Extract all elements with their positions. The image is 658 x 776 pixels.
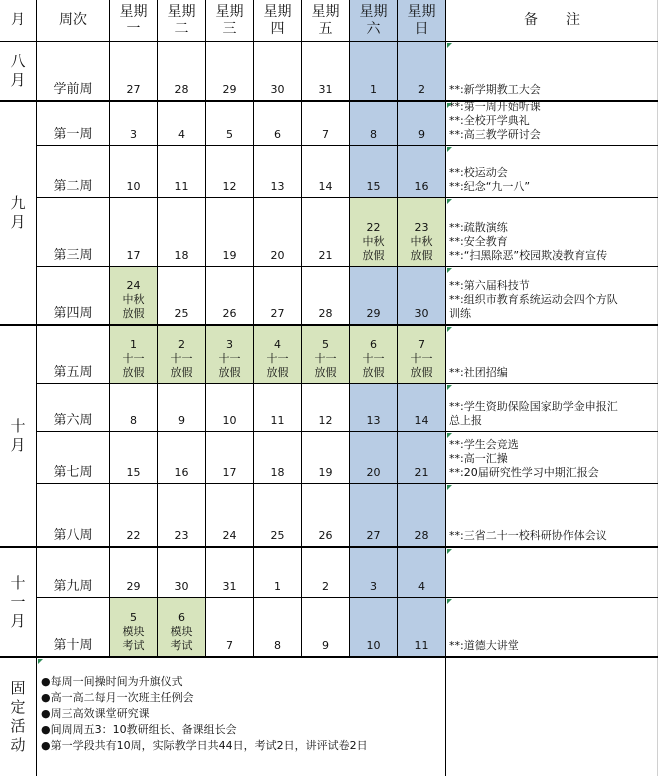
day-cell [302, 267, 350, 326]
holiday-day-cell [158, 326, 206, 384]
day-cell [254, 384, 302, 432]
week-name-cell [37, 548, 110, 598]
week-name-cell [37, 102, 110, 146]
day-annotation: 考试 [170, 639, 193, 652]
week-name-cell [37, 484, 110, 548]
day-number: 30 [414, 307, 429, 320]
header-weekday-top: 星期 [167, 3, 196, 20]
day-number: 14 [414, 414, 429, 427]
header-weekday-2 [206, 0, 254, 42]
day-annotation: 中秋 [122, 293, 145, 306]
day-number: 30 [174, 580, 189, 593]
day-number: 14 [318, 180, 333, 193]
header-weekday-bottom: 五 [318, 20, 333, 37]
day-number: 22 [126, 529, 141, 542]
week-name-cell [37, 267, 110, 326]
day-cell [302, 432, 350, 484]
header-weekday-top: 星期 [311, 3, 340, 20]
day-annotation: 十一 [410, 352, 433, 365]
fixed-label-char: 固 [10, 679, 26, 697]
day-number: 1 [274, 580, 281, 593]
day-number: 29 [366, 307, 381, 320]
day-annotation: 放假 [122, 366, 145, 379]
header-weekday-6 [398, 0, 446, 42]
week-name-cell [37, 384, 110, 432]
day-cell [254, 42, 302, 102]
day-cell [350, 548, 398, 598]
day-number: 1 [370, 83, 377, 96]
day-cell [110, 146, 158, 198]
remark-line: **:组织市教育系统运动会四个方队 [449, 293, 618, 306]
day-number: 4 [178, 128, 185, 141]
day-number: 8 [370, 128, 377, 141]
day-annotation: 十一 [170, 352, 193, 365]
day-cell [350, 267, 398, 326]
day-cell [350, 598, 398, 658]
day-number: 8 [130, 414, 137, 427]
day-cell [350, 484, 398, 548]
remark-line: 总上报 [449, 414, 482, 427]
day-cell [206, 102, 254, 146]
day-cell [206, 42, 254, 102]
day-number: 31 [222, 580, 237, 593]
day-cell [302, 384, 350, 432]
day-cell [254, 548, 302, 598]
month-cell-2 [0, 326, 37, 548]
day-cell [254, 267, 302, 326]
holiday-day-cell [398, 326, 446, 384]
day-number: 23 [414, 221, 429, 234]
week-name-cell [37, 432, 110, 484]
day-number: 5 [130, 611, 137, 624]
day-cell [254, 598, 302, 658]
day-cell [350, 384, 398, 432]
day-cell [350, 42, 398, 102]
remark-line: 训练 [449, 307, 471, 320]
day-number: 9 [418, 128, 425, 141]
cell-comment-marker [447, 268, 452, 273]
day-annotation: 中秋 [362, 235, 385, 248]
header-weekday-top: 星期 [263, 3, 292, 20]
remark-line: **:高一汇操 [449, 452, 508, 465]
day-cell [158, 484, 206, 548]
day-number: 7 [322, 128, 329, 141]
header-week-label: 周次 [59, 12, 87, 28]
fixed-label-char: 定 [10, 698, 26, 716]
day-number: 3 [130, 128, 137, 141]
day-cell [302, 42, 350, 102]
cell-comment-marker [447, 103, 452, 108]
day-cell [302, 598, 350, 658]
month-char: 九 [10, 194, 26, 212]
header-week [37, 0, 110, 42]
remark-line: **:20届研究性学习中期汇报会 [449, 466, 599, 479]
remark-line: **:高三教学研讨会 [449, 128, 541, 141]
remark-line: **:第一周开始听课 [449, 100, 541, 113]
day-cell [158, 42, 206, 102]
day-number: 17 [222, 466, 237, 479]
fixed-activity-item: ●高一高二每月一次班主任例会 [41, 691, 194, 704]
day-number: 7 [226, 639, 233, 652]
remark-line: **:安全教育 [449, 235, 508, 248]
day-number: 2 [418, 83, 425, 96]
day-number: 27 [126, 83, 141, 96]
day-cell [110, 384, 158, 432]
week-name: 第八周 [53, 528, 93, 543]
day-annotation: 放假 [362, 249, 385, 262]
day-cell [254, 432, 302, 484]
day-number: 5 [226, 128, 233, 141]
holiday-day-cell [398, 198, 446, 267]
remark-cell [446, 146, 658, 198]
day-cell [302, 484, 350, 548]
day-cell [158, 198, 206, 267]
day-number: 15 [126, 466, 141, 479]
month-char: 一 [10, 592, 26, 611]
day-number: 1 [130, 338, 137, 351]
holiday-day-cell [158, 598, 206, 658]
day-number: 23 [174, 529, 189, 542]
day-annotation: 考试 [122, 639, 145, 652]
day-number: 16 [414, 180, 429, 193]
header-weekday-1 [158, 0, 206, 42]
remark-line: **:新学期教工大会 [449, 83, 541, 96]
day-cell [398, 598, 446, 658]
day-number: 11 [270, 414, 285, 427]
day-number: 24 [222, 529, 237, 542]
day-number: 30 [270, 83, 285, 96]
day-number: 6 [274, 128, 281, 141]
remark-line: **:三省二十一校科研协作体会议 [449, 529, 607, 542]
day-cell [350, 432, 398, 484]
day-number: 25 [174, 307, 189, 320]
fixed-activity-item: ●第一学段共有10周，实际教学日共44日，考试2日，讲评试卷2日 [41, 739, 368, 752]
day-cell [398, 432, 446, 484]
day-cell [350, 146, 398, 198]
day-annotation: 模块 [122, 625, 145, 638]
day-number: 21 [414, 466, 429, 479]
day-number: 9 [178, 414, 185, 427]
month-char: 月 [10, 436, 26, 454]
day-cell [158, 384, 206, 432]
month-char: 月 [10, 71, 26, 89]
day-cell [158, 102, 206, 146]
remark-line: **:第六届科技节 [449, 279, 530, 292]
day-number: 22 [366, 221, 381, 234]
day-number: 3 [370, 580, 377, 593]
day-annotation: 模块 [170, 625, 193, 638]
day-annotation: 放假 [170, 366, 193, 379]
day-number: 27 [366, 529, 381, 542]
remark-cell [446, 598, 658, 658]
day-number: 19 [222, 249, 237, 262]
day-cell [302, 198, 350, 267]
holiday-day-cell [110, 326, 158, 384]
header-weekday-5 [350, 0, 398, 42]
holiday-day-cell [206, 326, 254, 384]
day-cell [398, 267, 446, 326]
remark-line: **:道德大讲堂 [449, 639, 519, 652]
day-cell [254, 484, 302, 548]
day-annotation: 十一 [266, 352, 289, 365]
holiday-day-cell [350, 326, 398, 384]
week-name: 第九周 [53, 579, 93, 594]
day-number: 4 [418, 580, 425, 593]
cell-comment-marker [447, 385, 452, 390]
header-weekday-bottom: 二 [174, 20, 189, 37]
day-number: 13 [270, 180, 285, 193]
day-number: 31 [318, 83, 333, 96]
day-number: 8 [274, 639, 281, 652]
day-number: 28 [318, 307, 333, 320]
cell-comment-marker [447, 327, 452, 332]
remark-cell [446, 198, 658, 267]
day-number: 11 [174, 180, 189, 193]
fixed-activity-item: ●周三高效课堂研究课 [41, 707, 150, 720]
day-annotation: 放假 [122, 307, 145, 320]
week-name: 第四周 [53, 306, 93, 321]
month-char: 十 [10, 417, 26, 435]
day-number: 6 [370, 338, 377, 351]
day-cell [206, 548, 254, 598]
remark-line: **:“扫黑除恶”校园欺凌教育宣传 [449, 249, 608, 262]
day-cell [398, 384, 446, 432]
day-number: 9 [322, 639, 329, 652]
day-number: 2 [322, 580, 329, 593]
header-weekday-top: 星期 [407, 3, 436, 20]
day-annotation: 中秋 [410, 235, 433, 248]
remark-line: **:学生会竞选 [449, 438, 519, 451]
day-cell [254, 146, 302, 198]
cell-comment-marker [38, 659, 43, 664]
remark-cell [446, 102, 658, 146]
header-weekday-bottom: 一 [126, 20, 141, 37]
week-name-cell [37, 198, 110, 267]
day-cell [350, 102, 398, 146]
remark-cell [446, 267, 658, 326]
month-char: 十 [10, 573, 26, 592]
cell-comment-marker [447, 199, 452, 204]
day-annotation: 放假 [266, 366, 289, 379]
header-remarks [446, 0, 658, 42]
day-number: 29 [126, 580, 141, 593]
remark-cell [446, 326, 658, 384]
month-char: 月 [10, 611, 26, 630]
day-number: 19 [318, 466, 333, 479]
day-cell [110, 42, 158, 102]
day-number: 15 [366, 180, 381, 193]
day-number: 12 [222, 180, 237, 193]
header-weekday-top: 星期 [359, 3, 388, 20]
week-name: 第三周 [53, 248, 93, 263]
cell-comment-marker [447, 485, 452, 490]
week-name: 第六周 [53, 413, 93, 428]
header-month-label: 月 [11, 12, 25, 28]
day-cell [110, 198, 158, 267]
day-cell [206, 384, 254, 432]
day-number: 16 [174, 466, 189, 479]
week-name-cell [37, 42, 110, 102]
fixed-activity-item: ●每周一间操时间为升旗仪式 [41, 675, 183, 688]
day-number: 10 [126, 180, 141, 193]
day-number: 10 [222, 414, 237, 427]
day-cell [110, 102, 158, 146]
cell-comment-marker [447, 433, 452, 438]
day-cell [302, 102, 350, 146]
day-cell [110, 484, 158, 548]
day-cell [254, 102, 302, 146]
day-number: 5 [322, 338, 329, 351]
day-cell [398, 548, 446, 598]
day-cell [398, 42, 446, 102]
week-name: 第十周 [53, 638, 93, 653]
day-cell [206, 146, 254, 198]
day-number: 2 [178, 338, 185, 351]
header-weekday-3 [254, 0, 302, 42]
day-cell [254, 198, 302, 267]
header-month [0, 0, 37, 42]
day-cell [158, 267, 206, 326]
day-annotation: 放假 [314, 366, 337, 379]
day-cell [398, 102, 446, 146]
header-weekday-0 [110, 0, 158, 42]
day-number: 28 [174, 83, 189, 96]
day-number: 25 [270, 529, 285, 542]
remark-cell [446, 42, 658, 102]
day-annotation: 放假 [218, 366, 241, 379]
header-weekday-4 [302, 0, 350, 42]
remark-line: **:全校开学典礼 [449, 114, 530, 127]
header-weekday-bottom: 日 [414, 20, 429, 37]
day-annotation: 十一 [362, 352, 385, 365]
header-remarks-label: 备 注 [524, 12, 580, 28]
day-number: 6 [178, 611, 185, 624]
week-name-cell [37, 146, 110, 198]
day-annotation: 放假 [410, 249, 433, 262]
holiday-day-cell [350, 198, 398, 267]
header-weekday-bottom: 六 [366, 20, 381, 37]
day-annotation: 十一 [218, 352, 241, 365]
day-cell [206, 267, 254, 326]
header-weekday-bottom: 四 [270, 20, 285, 37]
day-cell [206, 598, 254, 658]
remark-line: **:校运动会 [449, 166, 508, 179]
day-annotation: 十一 [314, 352, 337, 365]
day-cell [206, 198, 254, 267]
week-name-cell [37, 326, 110, 384]
day-number: 4 [274, 338, 281, 351]
day-cell [398, 146, 446, 198]
cell-comment-marker [447, 43, 452, 48]
day-cell [206, 484, 254, 548]
month-char: 八 [10, 52, 26, 70]
day-number: 20 [366, 466, 381, 479]
day-number: 13 [366, 414, 381, 427]
day-number: 11 [414, 639, 429, 652]
remark-cell [446, 484, 658, 548]
day-number: 18 [270, 466, 285, 479]
remark-cell [446, 432, 658, 484]
week-name: 第七周 [53, 465, 93, 480]
day-number: 18 [174, 249, 189, 262]
day-annotation: 放假 [410, 366, 433, 379]
day-number: 26 [222, 307, 237, 320]
day-number: 20 [270, 249, 285, 262]
day-cell [398, 484, 446, 548]
holiday-day-cell [110, 267, 158, 326]
week-name: 第五周 [53, 365, 93, 380]
fixed-label-char: 动 [10, 736, 26, 754]
day-number: 17 [126, 249, 141, 262]
fixed-label-char: 活 [10, 717, 26, 735]
fixed-activity-item: ●间周周五3：10教研组长、备课组长会 [41, 723, 237, 736]
day-cell [110, 548, 158, 598]
day-number: 28 [414, 529, 429, 542]
remark-line: **:疏散演练 [449, 221, 508, 234]
month-cell-1 [0, 102, 37, 326]
day-annotation: 十一 [122, 352, 145, 365]
remark-cell [446, 384, 658, 432]
week-name: 第一周 [53, 127, 93, 142]
fixed-right-border [445, 658, 446, 776]
cell-comment-marker [447, 599, 452, 604]
day-number: 3 [226, 338, 233, 351]
day-cell [158, 146, 206, 198]
day-cell [206, 432, 254, 484]
week-name: 第二周 [53, 179, 93, 194]
remark-line: **:纪念“九一八” [449, 180, 531, 193]
week-name: 学前周 [53, 82, 93, 97]
remark-cell [446, 548, 658, 598]
day-number: 10 [366, 639, 381, 652]
day-number: 21 [318, 249, 333, 262]
day-cell [302, 548, 350, 598]
day-cell [158, 432, 206, 484]
fixed-activities-list [37, 658, 446, 776]
month-char: 月 [10, 213, 26, 231]
holiday-day-cell [302, 326, 350, 384]
day-number: 27 [270, 307, 285, 320]
day-number: 7 [418, 338, 425, 351]
remark-line: **:社团招编 [449, 366, 508, 379]
holiday-day-cell [254, 326, 302, 384]
day-number: 26 [318, 529, 333, 542]
header-weekday-top: 星期 [215, 3, 244, 20]
cell-comment-marker [447, 549, 452, 554]
week-name-cell [37, 598, 110, 658]
day-number: 24 [126, 279, 141, 292]
day-cell [158, 548, 206, 598]
day-number: 12 [318, 414, 333, 427]
day-annotation: 放假 [362, 366, 385, 379]
cell-comment-marker [447, 147, 452, 152]
month-cell-3 [0, 548, 37, 658]
fixed-activities-label [0, 658, 37, 776]
day-cell [302, 146, 350, 198]
day-cell [110, 432, 158, 484]
header-weekday-bottom: 三 [222, 20, 237, 37]
month-cell-0 [0, 42, 37, 102]
header-weekday-top: 星期 [119, 3, 148, 20]
day-number: 29 [222, 83, 237, 96]
holiday-day-cell [110, 598, 158, 658]
remark-line: **:学生资助保险国家助学金申报汇 [449, 400, 618, 413]
